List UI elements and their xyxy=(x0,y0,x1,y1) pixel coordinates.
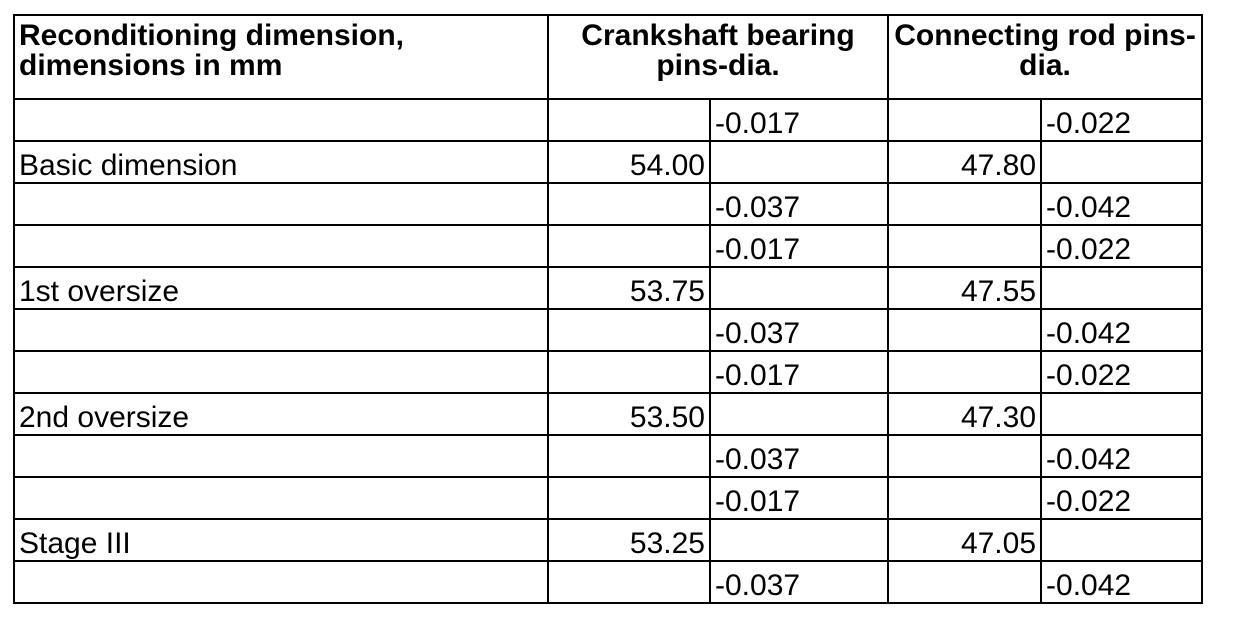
crankshaft-tolerance-cell xyxy=(710,393,888,435)
crankshaft-nominal-cell xyxy=(548,99,710,141)
table-row xyxy=(14,393,1202,435)
header-connecting-rod-pins: Connecting rod pins-dia. xyxy=(888,15,1202,99)
table-row xyxy=(14,435,1202,477)
connecting-rod-tolerance-cell: -0.042 xyxy=(1041,561,1202,603)
row-label xyxy=(14,477,548,519)
header-reconditioning-dimension: Reconditioning dimension, dimensions in mm xyxy=(14,15,548,99)
row-label xyxy=(14,183,548,225)
crankshaft-tolerance-cell xyxy=(710,141,888,183)
crankshaft-tolerance-cell: -0.017 xyxy=(710,99,888,141)
connecting-rod-nominal-cell xyxy=(888,225,1041,267)
crankshaft-nominal-cell xyxy=(548,477,710,519)
connecting-rod-nominal-cell: 47.80 xyxy=(888,141,1041,183)
crankshaft-nominal-cell: 53.50 xyxy=(548,393,710,435)
crankshaft-nominal-cell: 53.25 xyxy=(548,519,710,561)
row-label xyxy=(14,351,548,393)
connecting-rod-tolerance-cell: -0.042 xyxy=(1041,309,1202,351)
row-label: Basic dimension xyxy=(14,141,548,183)
connecting-rod-tolerance-cell: -0.022 xyxy=(1041,99,1202,141)
table-row xyxy=(14,267,1202,309)
table-row xyxy=(14,309,1202,351)
connecting-rod-tolerance-cell xyxy=(1041,519,1202,561)
crankshaft-tolerance-cell: -0.017 xyxy=(710,225,888,267)
connecting-rod-tolerance-cell: -0.042 xyxy=(1041,183,1202,225)
connecting-rod-nominal-cell xyxy=(888,477,1041,519)
row-label xyxy=(14,435,548,477)
connecting-rod-tolerance-cell: -0.042 xyxy=(1041,435,1202,477)
crankshaft-tolerance-cell: -0.037 xyxy=(710,435,888,477)
header-crankshaft-bearing-pins: Crankshaft bearing pins-dia. xyxy=(548,15,888,99)
table-row xyxy=(14,141,1202,183)
table-row xyxy=(14,99,1202,141)
crankshaft-tolerance-cell: -0.037 xyxy=(710,561,888,603)
connecting-rod-nominal-cell xyxy=(888,99,1041,141)
connecting-rod-nominal-cell xyxy=(888,183,1041,225)
connecting-rod-tolerance-cell xyxy=(1041,393,1202,435)
connecting-rod-nominal-cell xyxy=(888,351,1041,393)
crankshaft-tolerance-cell xyxy=(710,267,888,309)
reconditioning-dimensions-table xyxy=(13,14,1203,604)
connecting-rod-nominal-cell xyxy=(888,309,1041,351)
crankshaft-nominal-cell xyxy=(548,183,710,225)
table-row xyxy=(14,519,1202,561)
table-body xyxy=(14,99,1202,603)
connecting-rod-nominal-cell: 47.30 xyxy=(888,393,1041,435)
table-row xyxy=(14,561,1202,603)
row-label: 2nd oversize xyxy=(14,393,548,435)
crankshaft-tolerance-cell: -0.017 xyxy=(710,351,888,393)
connecting-rod-tolerance-cell xyxy=(1041,141,1202,183)
crankshaft-nominal-cell xyxy=(548,561,710,603)
connecting-rod-nominal-cell xyxy=(888,561,1041,603)
row-label: 1st oversize xyxy=(14,267,548,309)
row-label xyxy=(14,99,548,141)
table-row xyxy=(14,351,1202,393)
row-label xyxy=(14,309,548,351)
crankshaft-tolerance-cell: -0.017 xyxy=(710,477,888,519)
crankshaft-nominal-cell xyxy=(548,351,710,393)
crankshaft-nominal-cell xyxy=(548,225,710,267)
connecting-rod-nominal-cell: 47.05 xyxy=(888,519,1041,561)
table-header-row xyxy=(14,15,1202,99)
crankshaft-tolerance-cell: -0.037 xyxy=(710,183,888,225)
row-label: Stage III xyxy=(14,519,548,561)
table-row xyxy=(14,225,1202,267)
connecting-rod-tolerance-cell: -0.022 xyxy=(1041,477,1202,519)
row-label xyxy=(14,561,548,603)
connecting-rod-tolerance-cell: -0.022 xyxy=(1041,351,1202,393)
row-label xyxy=(14,225,548,267)
table-row xyxy=(14,477,1202,519)
crankshaft-nominal-cell: 54.00 xyxy=(548,141,710,183)
crankshaft-nominal-cell xyxy=(548,435,710,477)
connecting-rod-tolerance-cell xyxy=(1041,267,1202,309)
crankshaft-tolerance-cell xyxy=(710,519,888,561)
crankshaft-nominal-cell xyxy=(548,309,710,351)
connecting-rod-nominal-cell: 47.55 xyxy=(888,267,1041,309)
crankshaft-tolerance-cell: -0.037 xyxy=(710,309,888,351)
connecting-rod-nominal-cell xyxy=(888,435,1041,477)
connecting-rod-tolerance-cell: -0.022 xyxy=(1041,225,1202,267)
table-row xyxy=(14,183,1202,225)
crankshaft-nominal-cell: 53.75 xyxy=(548,267,710,309)
